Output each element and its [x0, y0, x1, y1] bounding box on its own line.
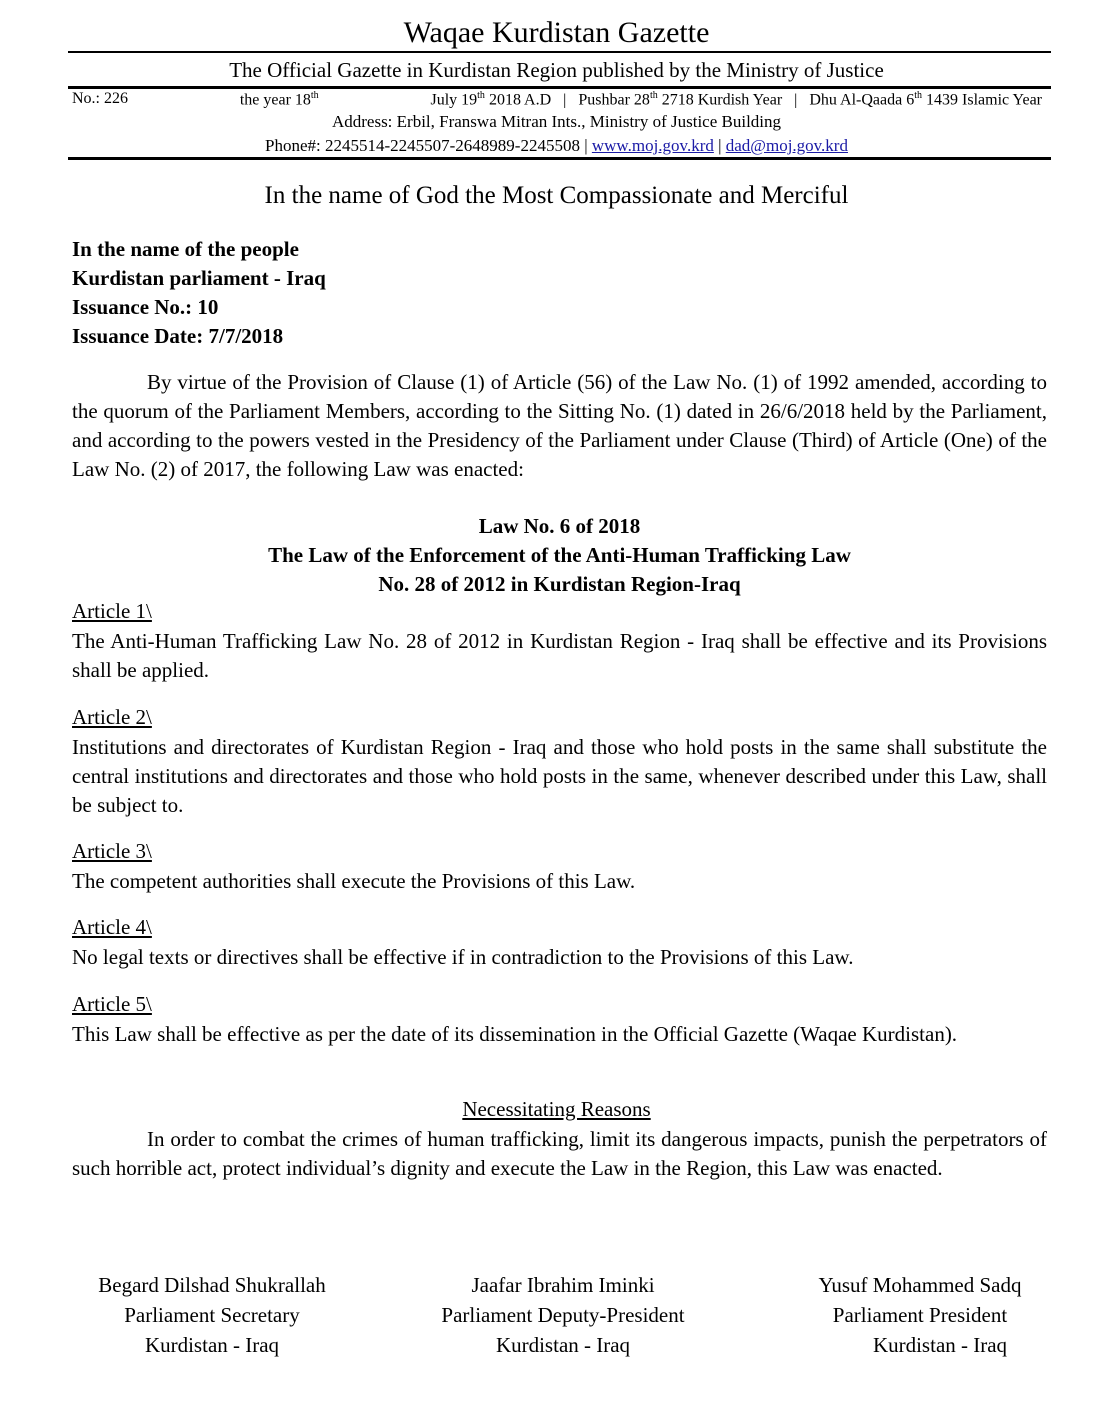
intro-line: In the name of the people	[72, 237, 299, 261]
issue-dates: July 19th 2018 A.D | Pushbar 28th 2718 Kurdish Year | Dhu Al-Qaada 6th 1439 Islamic Year	[430, 90, 1042, 109]
article-2-text: Institutions and directorates of Kurdistan Region - Iraq and those who hold posts in the same shall substitute the central institutions and directorates and those who hold posts in the same, whenever described under this Law, shall be subject to.	[72, 735, 1047, 817]
signatory-name: Jaafar Ibrahim Iminki	[471, 1273, 655, 1297]
signature-deputy-president	[400, 1270, 726, 1360]
reasons-text: In order to combat the crimes of human trafficking, limit its dangerous impacts, punish the perpetrators of such horrible act, protect individual’s dignity and execute the Law in the Region, this Law was enacted.	[72, 1127, 1047, 1180]
intro-line: Issuance Date: 7/7/2018	[72, 324, 284, 348]
gazette-title: Waqae Kurdistan Gazette	[403, 16, 710, 49]
law-number: Law No. 6 of 2018	[478, 514, 641, 538]
article-4-text: No legal texts or directives shall be effective if in contradiction to the Provisions of this Law.	[72, 945, 854, 969]
signatory-role: Parliament Deputy-President	[441, 1303, 685, 1327]
intro-line: Kurdistan parliament - Iraq	[72, 266, 326, 290]
website-link[interactable]: www.moj.gov.krd	[591, 136, 714, 155]
article-1-text: The Anti-Human Trafficking Law No. 28 of 2012 in Kurdistan Region - Iraq shall be effective and its Provisions shall be applied.	[72, 629, 1047, 682]
email-link[interactable]: dad@moj.gov.krd	[725, 136, 848, 155]
signature-president	[770, 1270, 1070, 1360]
intro-line: Issuance No.: 10	[72, 295, 219, 319]
law-title: The Law of the Enforcement of the Anti-Human Trafficking Law	[268, 543, 851, 567]
reasons-title: Necessitating Reasons	[462, 1097, 651, 1121]
article-1-title: Article 1\	[72, 599, 152, 623]
signatory-role: Parliament Secretary	[124, 1303, 300, 1327]
signatory-name: Yusuf Mohammed Sadq	[818, 1273, 1022, 1297]
article-3-text: The competent authorities shall execute the Provisions of this Law.	[72, 869, 636, 893]
article-5-text: This Law shall be effective as per the date of its dissemination in the Official Gazette (Waqae Kurdistan).	[72, 1022, 958, 1046]
article-3-title: Article 3\	[72, 839, 152, 863]
issuance-info	[72, 235, 326, 351]
divider	[68, 51, 1051, 53]
address: Address: Erbil, Franswa Mitran Ints., Ministry of Justice Building	[331, 112, 782, 131]
law-title: No. 28 of 2012 in Kurdistan Region-Iraq	[378, 572, 741, 596]
preamble: By virtue of the Provision of Clause (1) of Article (56) of the Law No. (1) of 1992 amended, according to the quorum of the Parliament Members, according to the Sitting No. (1) dated in 26/6/2018 held by the Parliament, and according to the powers vested in the Presidency of the Parliament under Clause (Third) of Article (One) of the Law No. (2) of 2017, the following Law was enacted:	[72, 370, 1047, 481]
issue-meta	[72, 90, 1042, 109]
signatory-place: Kurdistan - Iraq	[495, 1333, 631, 1357]
signatory-place: Kurdistan - Iraq	[872, 1333, 1008, 1357]
article-4-title: Article 4\	[72, 915, 152, 939]
signatory-role: Parliament President	[832, 1303, 1008, 1327]
gazette-subtitle: The Official Gazette in Kurdistan Region published by the Ministry of Justice	[229, 58, 884, 82]
basmala: In the name of God the Most Compassionate and Merciful	[264, 182, 849, 209]
signatory-name: Begard Dilshad Shukrallah	[98, 1273, 326, 1297]
issue-year: the year 18th	[239, 90, 319, 109]
divider	[68, 86, 1051, 89]
contact-line: Phone#: 2245514-2245507-2648989-2245508 | www.moj.gov.krd | dad@moj.gov.krd	[265, 136, 848, 155]
article-2-title: Article 2\	[72, 705, 152, 729]
issue-number: No.: 226	[72, 90, 128, 107]
reasons-heading-wrap	[0, 1097, 1113, 1122]
article-5-title: Article 5\	[72, 992, 152, 1016]
law-heading	[72, 512, 1047, 599]
signatory-place: Kurdistan - Iraq	[144, 1333, 280, 1357]
signature-secretary	[62, 1270, 362, 1360]
divider	[68, 157, 1051, 160]
